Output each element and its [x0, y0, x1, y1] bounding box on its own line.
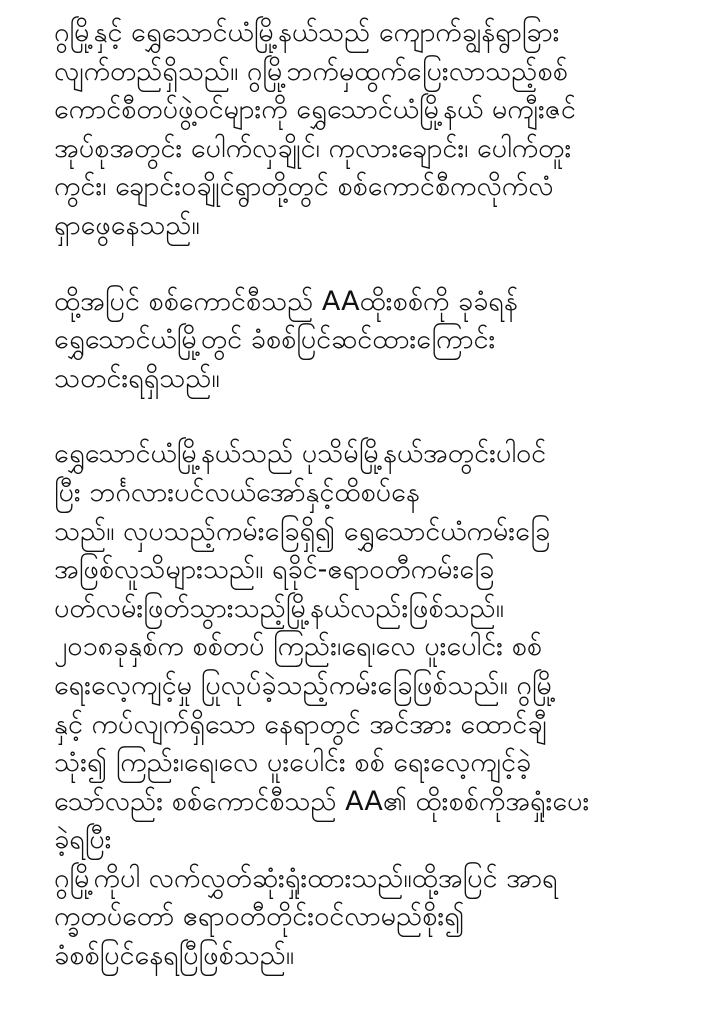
text-line: ရေးလေ့ကျင့်မှု ပြုလုပ်ခဲ့သည့်ကမ်းခြေဖြစ်သည်။ ဂွမြို့: [54, 669, 556, 701]
text-line: ဂွမြို့ကိုပါ လက်လွှတ်ဆုံးရှုံးထားသည်။ထို့အပြင် အာရ: [54, 862, 558, 894]
text-line: ရွှေသောင်ယံမြို့နယ်သည် ပုသိမ်မြို့နယ်အတွင်းပါဝင်: [54, 438, 547, 470]
text-line: နှင့် ကပ်လျက်ရှိသော နေရာတွင် အင်အား ထောင်ချီ: [54, 708, 547, 740]
text-line: က္ခတပ်တော် ဧရာဝတီတိုင်းဝင်လာမည်စိုး၍: [54, 901, 465, 933]
paragraph-gap: [54, 246, 694, 283]
text-line: ခံစစ်ပြင်နေရပြီဖြစ်သည်။: [54, 940, 295, 972]
text-line: ရှာဖွေနေသည်။: [54, 209, 200, 241]
paragraph-3: [54, 435, 694, 975]
text-line: ခဲ့ရပြီး: [54, 824, 112, 856]
text-line: ရွှေသောင်ယံမြို့တွင် ခံစစ်ပြင်ဆင်ထားကြောင်း: [54, 324, 496, 356]
paragraph-1: [54, 14, 694, 246]
text-line: သတင်းရရှိသည်။: [54, 362, 220, 394]
text-line: သည်။ လှပသည့်ကမ်းခြေရှိ၍ ရွှေသောင်ယံကမ်းခြေ: [54, 515, 551, 547]
text-line: ဂွမြို့နှင့် ရွှေသောင်ယံမြို့နယ်သည် ကျောက်ချွန်ရွာခြား: [54, 17, 560, 48]
text-line: ပတ်လမ်းဖြတ်သွားသည့်မြို့နယ်လည်းဖြစ်သည်။: [54, 592, 504, 624]
text-line: လျက်တည်ရှိသည်။ ဂွမြို့ဘက်မှထွက်ပြေးလာသည့်စစ်: [54, 55, 568, 87]
text-line: အုပ်စုအတွင်း ပေါက်လှချိုင်၊ ကုလားချောင်း၊ ပေါက်တူး: [54, 132, 572, 164]
text-line: ထို့အပြင် စစ်ကောင်စီသည် AAထိုးစစ်ကို ခုခံရန်: [54, 285, 518, 317]
text-line: သုံး၍ ကြည်း၊ရေ၊လေ ပူးပေါင်း စစ် ရေးလေ့ကျင့်ခဲ့: [54, 747, 532, 779]
text-line: သော်လည်း စစ်ကောင်စီသည် AA၏ ထိုးစစ်ကိုအရှုံးပေး: [54, 785, 590, 817]
article-body: [54, 14, 694, 976]
paragraph-2: [54, 283, 694, 399]
text-line: ပြီး ဘင်္ဂလားပင်လယ်အော်နှင့်ထိစပ်နေ: [54, 476, 420, 508]
text-line: ကွင်း၊ ချောင်းဝချိုင်ရွာတို့တွင် စစ်ကောင်စီကလိုက်လံ: [54, 171, 554, 203]
paragraph-gap: [54, 398, 694, 435]
text-line: ၂၀၁၈ခုနှစ်က စစ်တပ် ကြည်း၊ရေ၊လေ ပူးပေါင်း စစ်: [54, 631, 542, 663]
text-line: ကောင်စီတပ်ဖွဲ့ဝင်များကို ရွှေသောင်ယံမြို့နယ် မကျီးဇင်: [54, 94, 576, 126]
text-line: အဖြစ်လူသိများသည်။ ရခိုင်-ဧရာဝတီကမ်းခြေ: [54, 554, 495, 586]
